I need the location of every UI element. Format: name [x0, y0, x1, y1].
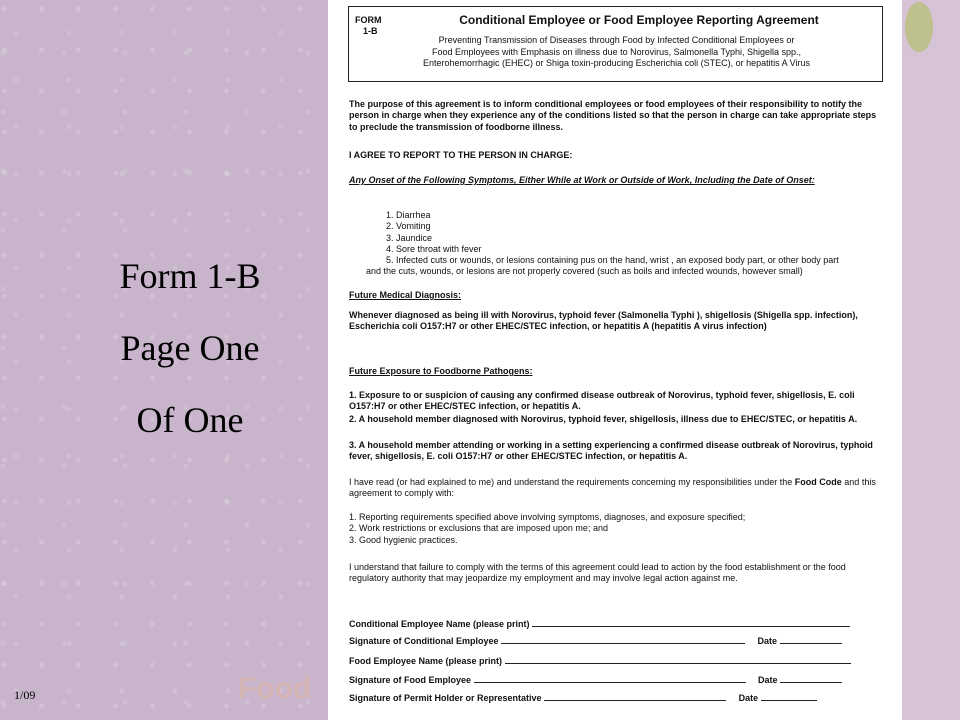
- form-id: [355, 15, 382, 37]
- permit-signature-label: Signature of Permit Holder or Representative: [349, 693, 542, 703]
- read-text-1: I have read (or had explained to me) and understand the requirements concerning my responsibilities under the: [349, 477, 793, 487]
- symptom-item: and the cuts, wounds, or lesions are not properly covered (such as boils and infected wounds, however small): [366, 266, 803, 277]
- date-label: Date: [758, 675, 778, 685]
- conditional-signature-row[interactable]: [349, 635, 884, 647]
- symptoms-heading: Any Onset of the Following Symptoms, Either While at Work or Outside of Work, Including the Date of Onset:: [349, 175, 815, 185]
- agree-heading: I AGREE TO REPORT TO THE PERSON IN CHARGE:: [349, 150, 573, 160]
- comply-item: 3. Good hygienic practices.: [349, 534, 458, 545]
- purpose-paragraph: The purpose of this agreement is to inform conditional employees or food employees of their responsibility to notify the person in charge when they experience any of the conditions listed so that the person in charge can take appropriate steps to preclude the transmission of foodborne illness.: [349, 99, 877, 132]
- background-right-strip: [902, 0, 960, 720]
- comply-item: 1. Reporting requirements specified above involving symptoms, diagnoses, and exposure specified;: [349, 512, 746, 522]
- slide-title-line-3: Of One: [136, 400, 244, 440]
- subtitle-line-2: Food Employees with Emphasis on illness due to Norovirus, Salmonella Typhi, Shigella spp.,: [431, 46, 802, 57]
- symptom-item: 1. Diarrhea: [386, 210, 431, 220]
- conditional-name-label: Conditional Employee Name (please print): [349, 619, 530, 629]
- watermark-text: Food: [238, 672, 312, 705]
- comply-item: 2. Work restrictions or exclusions that are imposed upon me; and: [349, 523, 608, 534]
- diagnosis-heading: Future Medical Diagnosis:: [349, 290, 462, 300]
- form-id-line-1: FORM: [355, 15, 382, 25]
- slide-date: 1/09: [14, 688, 36, 702]
- read-text-food-code: Food Code: [794, 477, 842, 487]
- conditional-signature-line[interactable]: [501, 635, 745, 644]
- symptoms-list: [366, 210, 886, 278]
- read-paragraph: [349, 477, 884, 500]
- form-document: [328, 0, 902, 720]
- symptom-item: 4. Sore throat with fever: [386, 243, 482, 254]
- understand-paragraph: I understand that failure to comply with the terms of this agreement could lead to action by the food establishment or the food regulatory authority that may jeopardize my employment and may involve legal action against me.: [349, 562, 846, 584]
- conditional-name-row[interactable]: [349, 618, 884, 630]
- date-line[interactable]: [780, 635, 842, 644]
- date-label: Date: [738, 693, 759, 703]
- form-id-line-2: 1-B: [363, 25, 378, 36]
- form-title: Conditional Employee or Food Employee Reporting Agreement: [459, 13, 819, 27]
- exposure-item-1: 1. Exposure to or suspicion of causing any confirmed disease outbreak of Norovirus, typhoid fever, shigellosis, E. coli O157:H7 or other EHEC/STEC infection, or hepatitis A.: [349, 390, 855, 412]
- food-signature-line[interactable]: [474, 674, 746, 683]
- symptom-item: 5. Infected cuts or wounds, or lesions containing pus on the hand, wrist , an exposed body part, or other body part: [386, 255, 839, 265]
- slide-title-line-2: Page One: [120, 328, 260, 368]
- form-header-box: [348, 6, 883, 82]
- read-text-3: and this agreement to comply with:: [349, 477, 876, 499]
- food-signature-label: Signature of Food Employee: [349, 675, 472, 685]
- subtitle-line-3: Enterohemorrhagic (EHEC) or Shiga toxin-producing Escherichia coli (STEC), or hepatitis A Virus: [423, 58, 810, 69]
- exposure-item-3: 3. A household member attending or working in a setting experiencing a confirmed disease outbreak of Norovirus, typhoid fever, shigellosis, E. coli O157:H7 or other EHEC/STEC infection, or hepatitis A.: [349, 440, 873, 462]
- conditional-name-line[interactable]: [532, 618, 850, 627]
- food-signature-row[interactable]: [349, 674, 884, 686]
- decorative-blob: [905, 2, 933, 52]
- food-name-line[interactable]: [505, 655, 851, 664]
- food-name-row[interactable]: [349, 655, 884, 667]
- diagnosis-text: Whenever diagnosed as being ill with Norovirus, typhoid fever (Salmonella Typhi ), shigellosis (Shigella spp. infection), Escherichia coli O157:H7 or other EHEC/STEC infection, or hepatitis A (hepatitis A virus infection): [349, 310, 858, 332]
- date-label: Date: [757, 636, 778, 646]
- slide-title-line-1: Form 1-B: [119, 256, 261, 296]
- exposure-item-2: 2. A household member diagnosed with Norovirus, typhoid fever, shigellosis, illness due to EHEC/STEC, or hepatitis A.: [349, 414, 858, 424]
- conditional-signature-label: Signature of Conditional Employee: [349, 636, 499, 646]
- date-line[interactable]: [780, 674, 842, 683]
- food-name-label: Food Employee Name (please print): [349, 656, 503, 666]
- date-line[interactable]: [761, 692, 817, 701]
- symptom-item: 3. Jaundice: [386, 232, 433, 243]
- exposure-heading: Future Exposure to Foodborne Pathogens:: [349, 366, 533, 376]
- subtitle-line-1: Preventing Transmission of Diseases through Food by Infected Conditional Employees or: [438, 35, 795, 45]
- form-subtitle: [369, 35, 864, 70]
- symptom-item: 2. Vomiting: [386, 221, 431, 232]
- comply-list: [349, 512, 884, 546]
- slide-title: [80, 258, 300, 474]
- permit-signature-line[interactable]: [544, 692, 726, 701]
- permit-signature-row[interactable]: [349, 692, 884, 704]
